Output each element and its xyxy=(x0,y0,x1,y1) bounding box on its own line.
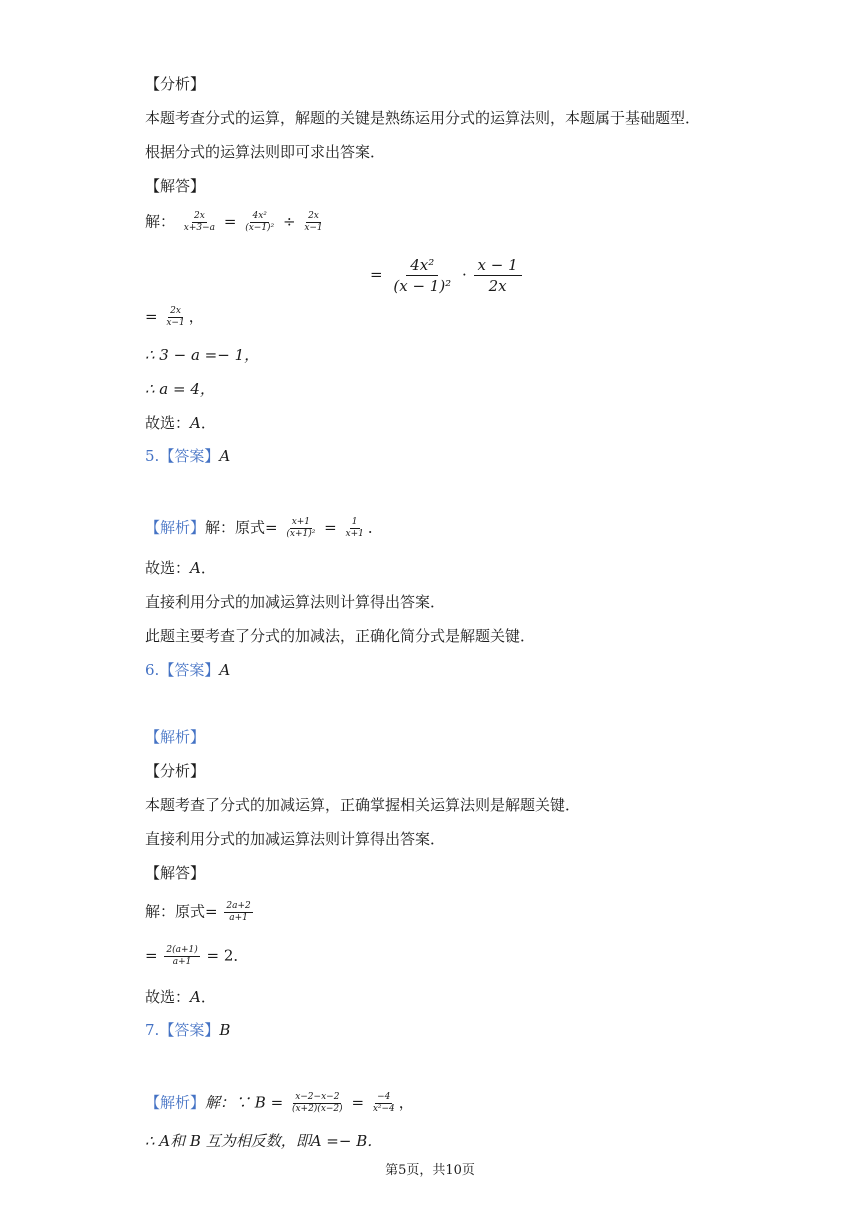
solution-line-5: ∴ a = 4， xyxy=(145,380,215,398)
q6-answer-heading xyxy=(145,660,230,680)
solution-line-1 xyxy=(145,211,327,234)
page-footer: 第5页，共10页 xyxy=(385,1163,475,1178)
q6-number: 6. xyxy=(145,661,160,679)
q6-analysis-label: 【分析】 xyxy=(145,762,206,780)
explanation-label: 【解析】 xyxy=(145,518,206,537)
q5-choose-line: 故选：A． xyxy=(145,559,216,577)
equals-sign: = xyxy=(370,265,383,284)
solution-line-2 xyxy=(370,255,524,296)
answer-label: 【答案】 xyxy=(159,447,220,465)
q6-letter: A xyxy=(219,661,231,679)
q7-line-2: ∴ A和 B 互为相反数，即A =− B． xyxy=(145,1132,383,1150)
fraction: $\frac{x+1}{\text{(x+1)²}}$ xyxy=(286,517,316,539)
q5-line-4: 此题主要考查了分式的加减法，正确化简分式是解题关键． xyxy=(145,627,536,645)
equals-sign: = xyxy=(223,212,237,231)
analysis-line-2: 根据分式的运算法则即可求出答案． xyxy=(145,143,386,161)
answer-label: 【答案】 xyxy=(159,1021,220,1039)
fraction: $\frac{x - 1}{2x}$ xyxy=(474,255,522,296)
fraction: $\frac{2(a+1)}{a+1}$ xyxy=(166,945,198,967)
q6-choose-line: 故选：A． xyxy=(145,988,216,1006)
q5-answer-heading xyxy=(145,446,230,466)
fraction: $\frac{\text{4x²}}{\text{(x − 1)²}}$ xyxy=(393,256,452,295)
fraction: $\frac{x-2-x-2}{(x+2)(x-2)}$ xyxy=(291,1092,343,1114)
solution-line-4: ∴ 3 − a =− 1， xyxy=(145,346,260,364)
q5-line-3: 直接利用分式的加减运算法则计算得出答案． xyxy=(145,593,446,611)
fraction: $\frac{2x}{x-1}$ xyxy=(304,211,323,233)
q6-solution-line-1: 解：原式= $\frac{2a+2}{a+1}$ xyxy=(145,901,251,923)
q5-number: 5. xyxy=(145,447,160,465)
q6-line-1: 本题考查了分式的加减运算，正确掌握相关运算法则是解题关键． xyxy=(145,796,581,814)
q7-number: 7. xyxy=(145,1021,160,1039)
q6-explanation-label: 【解析】 xyxy=(145,728,206,746)
choose-line: 故选：A． xyxy=(145,414,216,432)
q6-answer-label: 【解答】 xyxy=(145,864,206,882)
answer-label: 【答案】 xyxy=(159,661,220,679)
divide-sign: ÷ xyxy=(282,212,296,231)
fraction: $\frac{2x}{x-1}$ xyxy=(166,306,185,328)
q7-answer-heading xyxy=(145,1020,230,1040)
q6-solution-line-2: = $\frac{2(a+1)}{a+1}$ = 2． xyxy=(145,945,249,967)
fraction: $\frac{2a+2}{a+1}$ xyxy=(226,901,251,923)
q5-explanation-line: 【解析】解：原式= $\frac{x+1}{\text{(x+1)²}}$ = $\frac{1}{x+1}$ ． xyxy=(145,517,383,539)
q7-letter: B xyxy=(219,1021,231,1039)
q6-line-2: 直接利用分式的加减运算法则计算得出答案． xyxy=(145,830,446,848)
section-analysis-label: 【分析】 xyxy=(145,75,206,93)
fraction: $\frac{1}{x+1}$ xyxy=(345,517,364,539)
explanation-label: 【解析】 xyxy=(145,1093,206,1112)
q5-letter: A xyxy=(219,447,231,465)
section-answer-label: 【解答】 xyxy=(145,177,206,195)
fraction: $\frac{\text{4x²}}{\text{(x−1)²}}$ xyxy=(245,211,275,233)
solution-line-3: = $\frac{2x}{x-1}$ ， xyxy=(145,306,204,328)
dot-sign: · xyxy=(461,265,467,284)
analysis-line-1: 本题考查分式的运算，解题的关键是熟练运用分式的运算法则，本题属于基础题型． xyxy=(145,109,701,127)
solve-prefix: 解： xyxy=(145,212,176,231)
fraction: $\frac{-4}{\text{x²−4}}$ xyxy=(372,1092,395,1114)
q7-explanation-line: 【解析】解：∵ B = $\frac{x-2-x-2}{(x+2)(x-2)}$ = $\frac{-4}{\text{x²−4}}$ ， xyxy=(145,1092,414,1114)
fraction: $\frac{2x}{x+3-a}$ xyxy=(183,211,216,233)
